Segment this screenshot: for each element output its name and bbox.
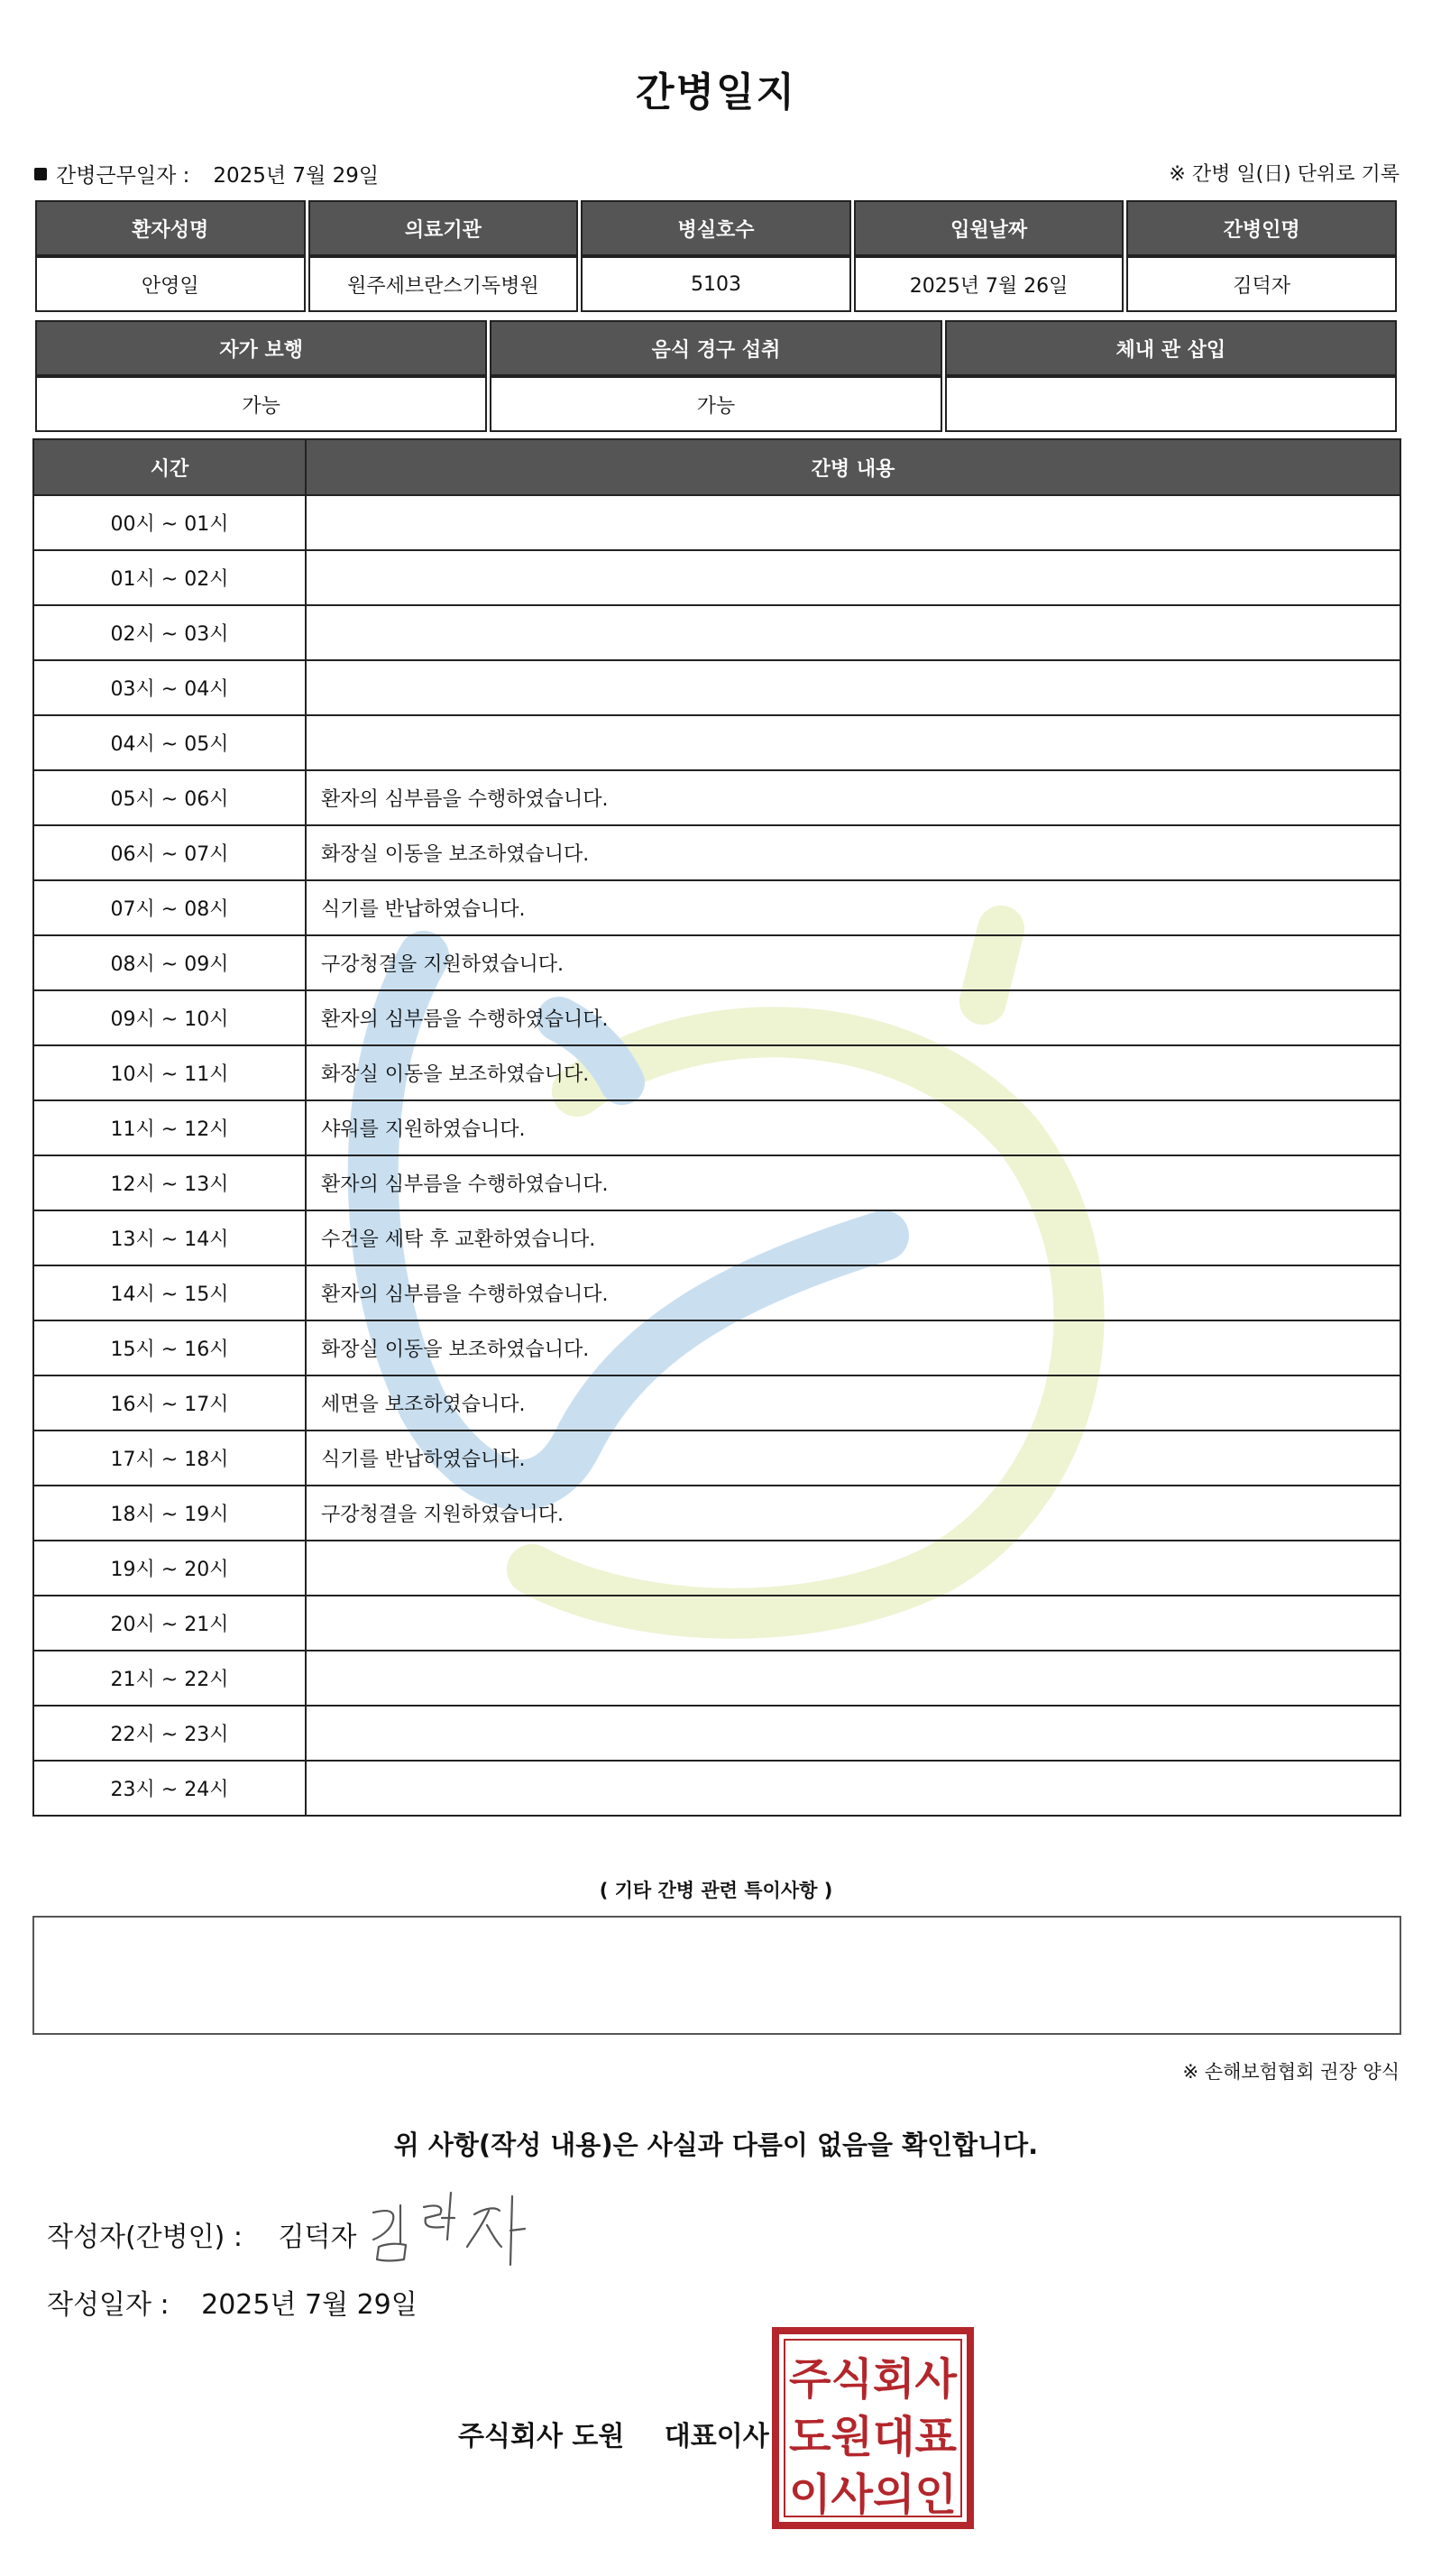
special-notes-box (32, 1916, 1401, 2035)
seal-text-line: 이사의인 (789, 2470, 957, 2520)
care-content-cell (306, 1596, 1400, 1651)
care-content-cell: 화장실 이동을 보조하였습니다. (306, 1320, 1400, 1375)
care-content-cell: 화장실 이동을 보조하였습니다. (306, 825, 1400, 880)
time-slot-cell: 20시 ~ 21시 (33, 1596, 306, 1651)
time-slot-cell: 19시 ~ 20시 (33, 1541, 306, 1596)
time-slot-cell: 22시 ~ 23시 (33, 1706, 306, 1761)
writer-name: 김덕자 (278, 2222, 357, 2253)
date-label: 작성일자 : (47, 2289, 170, 2321)
table-header-row (33, 439, 1400, 495)
table-header-row (35, 320, 1397, 376)
table-row (33, 990, 1400, 1045)
ceo-title: 대표이사 (664, 2421, 769, 2452)
unit-note: ※ 간병 일(日) 단위로 기록 (1169, 163, 1400, 186)
seal-text-line: 주식회사 (789, 2354, 958, 2405)
table-row (33, 715, 1400, 770)
care-content-cell: 식기를 반납하였습니다. (306, 880, 1400, 935)
time-slot-cell: 21시 ~ 22시 (33, 1651, 306, 1706)
patient-name-cell: 안영일 (35, 256, 306, 312)
confirmation-statement: 위 사항(작성 내용)은 사실과 다름이 없음을 확인합니다. (393, 2130, 1039, 2160)
room-number-cell: 5103 (581, 256, 851, 312)
time-slot-cell: 12시 ~ 13시 (33, 1155, 306, 1210)
table-row (33, 1045, 1400, 1100)
header-room-number: 병실호수 (581, 200, 851, 256)
header-caregiver-name: 간병인명 (1126, 200, 1397, 256)
table-header-row (35, 200, 1397, 256)
log-table-body (33, 495, 1400, 1816)
care-content-cell (306, 605, 1400, 660)
work-date-label: 간병근무일자 : (56, 164, 190, 188)
patient-status-table (32, 320, 1400, 432)
care-content-cell (306, 1651, 1400, 1706)
company-seal-stamp (772, 2327, 974, 2529)
care-content-cell (306, 1541, 1400, 1596)
time-slot-cell: 05시 ~ 06시 (33, 770, 306, 825)
caregiver-name-cell: 김덕자 (1126, 256, 1397, 312)
table-row (33, 550, 1400, 605)
notes-title: ( 기타 간병 관련 특이사항 ) (599, 1880, 833, 1901)
time-slot-cell: 06시 ~ 07시 (33, 825, 306, 880)
time-slot-cell: 13시 ~ 14시 (33, 1210, 306, 1265)
care-content-cell (306, 495, 1400, 550)
company-name: 주식회사 도원 (458, 2421, 625, 2452)
hospital-cell: 원주세브란스기독병원 (308, 256, 579, 312)
table-row (33, 1761, 1400, 1816)
writer-label: 작성자(간병인) : (47, 2222, 243, 2253)
header-time: 시간 (33, 439, 306, 495)
company-line (458, 2414, 769, 2453)
header-oral-intake: 음식 경구 섭취 (490, 320, 941, 376)
table-row (33, 1541, 1400, 1596)
care-content-cell: 환자의 심부름을 수행하였습니다. (306, 990, 1400, 1045)
care-content-cell: 환자의 심부름을 수행하였습니다. (306, 770, 1400, 825)
table-row (33, 1596, 1400, 1651)
table-row (33, 495, 1400, 550)
time-slot-cell: 04시 ~ 05시 (33, 715, 306, 770)
header-care-content: 간병 내용 (306, 439, 1400, 495)
handwritten-signature (361, 2187, 532, 2268)
care-content-cell: 환자의 심부름을 수행하였습니다. (306, 1155, 1400, 1210)
time-slot-cell: 15시 ~ 16시 (33, 1320, 306, 1375)
table-row (33, 770, 1400, 825)
bullet-square-icon (34, 168, 47, 180)
work-date-value: 2025년 7월 29일 (213, 164, 380, 188)
care-content-cell: 수건을 세탁 후 교환하였습니다. (306, 1210, 1400, 1265)
table-row (35, 376, 1397, 432)
time-slot-cell: 08시 ~ 09시 (33, 935, 306, 990)
care-content-cell (306, 1706, 1400, 1761)
header-hospital: 의료기관 (308, 200, 579, 256)
time-slot-cell: 07시 ~ 08시 (33, 880, 306, 935)
table-row (33, 1375, 1400, 1431)
time-slot-cell: 03시 ~ 04시 (33, 660, 306, 715)
time-slot-cell: 00시 ~ 01시 (33, 495, 306, 550)
tube-insertion-cell (945, 376, 1397, 432)
header-patient-name: 환자성명 (35, 200, 306, 256)
hourly-care-log-table (32, 438, 1401, 1817)
care-content-cell: 세면을 보조하였습니다. (306, 1375, 1400, 1431)
writer-line (47, 2214, 356, 2254)
time-slot-cell: 11시 ~ 12시 (33, 1100, 306, 1155)
date-value: 2025년 7월 29일 (201, 2289, 418, 2321)
patient-info-table (32, 200, 1400, 312)
time-slot-cell: 02시 ~ 03시 (33, 605, 306, 660)
care-content-cell: 구강청결을 지원하였습니다. (306, 1486, 1400, 1541)
admission-date-cell: 2025년 7월 26일 (854, 256, 1124, 312)
work-date-line (34, 159, 379, 189)
time-slot-cell: 09시 ~ 10시 (33, 990, 306, 1045)
table-row (33, 1431, 1400, 1486)
form-source-note: ※ 손해보험협회 권장 양식 (1182, 2061, 1400, 2083)
table-row (33, 605, 1400, 660)
table-row (35, 256, 1397, 312)
header-self-walking: 자가 보행 (35, 320, 487, 376)
oral-intake-cell: 가능 (490, 376, 941, 432)
table-row (33, 1651, 1400, 1706)
table-row (33, 880, 1400, 935)
care-content-cell (306, 550, 1400, 605)
care-content-cell: 구강청결을 지원하였습니다. (306, 935, 1400, 990)
page-title: 간병일지 (635, 69, 796, 115)
table-row (33, 1486, 1400, 1541)
table-row (33, 935, 1400, 990)
table-row (33, 1320, 1400, 1375)
care-content-cell: 환자의 심부름을 수행하였습니다. (306, 1265, 1400, 1320)
seal-graphic (772, 2327, 974, 2529)
time-slot-cell: 17시 ~ 18시 (33, 1431, 306, 1486)
care-content-cell: 화장실 이동을 보조하였습니다. (306, 1045, 1400, 1100)
table-row (33, 1100, 1400, 1155)
care-content-cell (306, 715, 1400, 770)
table-row (33, 660, 1400, 715)
time-slot-cell: 23시 ~ 24시 (33, 1761, 306, 1816)
care-content-cell: 샤워를 지원하였습니다. (306, 1100, 1400, 1155)
care-content-cell: 식기를 반납하였습니다. (306, 1431, 1400, 1486)
time-slot-cell: 10시 ~ 11시 (33, 1045, 306, 1100)
table-row (33, 1265, 1400, 1320)
written-date-line (47, 2282, 418, 2322)
time-slot-cell: 01시 ~ 02시 (33, 550, 306, 605)
table-row (33, 1210, 1400, 1265)
table-row (33, 1706, 1400, 1761)
time-slot-cell: 16시 ~ 17시 (33, 1375, 306, 1431)
header-tube-insertion: 체내 관 삽입 (945, 320, 1397, 376)
table-row (33, 825, 1400, 880)
table-row (33, 1155, 1400, 1210)
time-slot-cell: 14시 ~ 15시 (33, 1265, 306, 1320)
care-content-cell (306, 1761, 1400, 1816)
header-admission-date: 입원날짜 (854, 200, 1124, 256)
time-slot-cell: 18시 ~ 19시 (33, 1486, 306, 1541)
self-walking-cell: 가능 (35, 376, 487, 432)
care-content-cell (306, 660, 1400, 715)
seal-text-line: 도원대표 (789, 2412, 958, 2462)
